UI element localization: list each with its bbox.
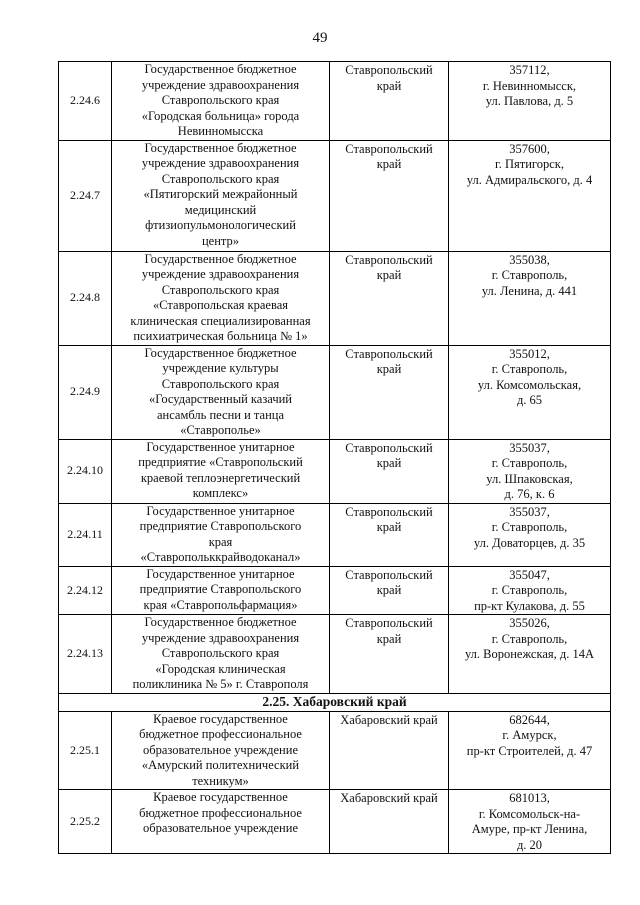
organization-name-cell — [112, 345, 330, 439]
address-line: 355037, — [509, 504, 550, 519]
address-line: ул. Комсомольская, — [477, 377, 582, 392]
region-name-line: край — [376, 520, 402, 534]
organization-name-line: Ставропольского края — [161, 376, 280, 391]
address-line: 681013, — [509, 791, 550, 805]
table-body — [59, 62, 611, 854]
region-name-line: край — [376, 583, 402, 597]
address-cell — [449, 711, 611, 790]
address-cell — [449, 62, 611, 141]
address-cell — [449, 503, 611, 566]
address-line: г. Комсомольск-на- — [478, 806, 581, 821]
organization-name-line: психиатрическая больница № 1» — [133, 329, 308, 343]
address-line: д. 76, к. 6 — [504, 487, 555, 501]
address-line: ул. Павлова, д. 5 — [485, 94, 574, 108]
region-name-line: Ставропольский — [345, 567, 433, 582]
organization-name-line: учреждение здравоохранения — [141, 156, 300, 170]
address-line: г. Ставрополь, — [491, 268, 568, 282]
organization-name-line: фтизиопульмонологический — [145, 218, 296, 232]
organization-name-line: «Амурский политехнический — [141, 758, 300, 772]
address-cell — [449, 439, 611, 503]
address-cell — [449, 566, 611, 615]
region-name-line: край — [376, 157, 402, 171]
section-row — [59, 693, 611, 711]
region-name-line: край — [376, 631, 402, 646]
region-name-line: край — [376, 78, 402, 93]
entry-number: 2.25.1 — [59, 711, 112, 790]
organization-name-line: Ставропольского края — [161, 93, 280, 107]
entry-number: 2.24.12 — [59, 566, 112, 615]
organization-name-cell — [112, 503, 330, 566]
address-line: д. 65 — [516, 393, 543, 407]
region-name-line: Хабаровский край — [340, 791, 438, 805]
address-cell — [449, 790, 611, 854]
organization-name-cell — [112, 790, 330, 854]
address-line: г. Ставрополь, — [491, 520, 568, 534]
address-line: 355047, — [509, 567, 550, 582]
organization-name-line: края «Ставропольфармация» — [143, 597, 298, 612]
address-line: ул. Ленина, д. 441 — [481, 283, 578, 298]
address-line: г. Амурск, — [502, 728, 557, 742]
table-row — [59, 503, 611, 566]
organization-name-line: ансамбль песни и танца — [156, 407, 284, 422]
organization-name-cell — [112, 140, 330, 251]
address-line: Амуре, пр-кт Ленина, — [471, 822, 588, 836]
organization-name-cell — [112, 251, 330, 345]
organization-name-line: «Городская клиническая — [155, 661, 286, 676]
region-name-line: Ставропольский — [345, 504, 433, 519]
organization-name-line: «Ставропольккрайводоканал» — [140, 550, 301, 564]
organization-name-line: Ставропольского края — [161, 282, 280, 297]
entry-number: 2.24.9 — [59, 345, 112, 439]
organization-name-line: «Ставрополье» — [180, 423, 261, 437]
region-name-cell — [330, 345, 449, 439]
region-name-line: Хабаровский край — [340, 712, 438, 727]
entry-number: 2.24.7 — [59, 140, 112, 251]
entry-number: 2.25.2 — [59, 790, 112, 854]
address-cell — [449, 140, 611, 251]
region-name-line: край — [376, 456, 402, 470]
organization-name-line: учреждение здравоохранения — [141, 267, 300, 281]
table-row — [59, 345, 611, 439]
entry-number: 2.24.11 — [59, 503, 112, 566]
address-cell — [449, 251, 611, 345]
region-name-cell — [330, 62, 449, 141]
organization-name-line: медицинский — [184, 202, 257, 217]
organization-name-line: предприятие «Ставропольский — [138, 455, 303, 469]
organization-name-line: бюджетное профессиональное — [139, 727, 302, 741]
region-name-line: Ставропольский — [345, 252, 433, 267]
address-line: ул. Воронежская, д. 14А — [464, 647, 595, 661]
organization-name-line: образовательное учреждение — [142, 742, 298, 757]
address-line: г. Пятигорск, — [495, 157, 564, 171]
address-line: ул. Шпаковская, — [486, 471, 573, 486]
organization-name-line: краевой теплоэнергетический — [140, 470, 301, 485]
address-line: 355038, — [509, 252, 550, 267]
address-line: г. Ставрополь, — [491, 583, 568, 597]
organization-name-line: Краевое государственное — [153, 790, 288, 804]
organization-name-line: учреждение здравоохранения — [141, 630, 300, 645]
region-name-cell — [330, 251, 449, 345]
organization-name-cell — [112, 62, 330, 141]
region-name-line: Ставропольский — [345, 346, 433, 361]
organization-name-line: центр» — [201, 233, 240, 248]
address-cell — [449, 345, 611, 439]
organization-name-line: Государственное бюджетное — [144, 615, 297, 629]
address-line: 682644, — [509, 712, 550, 727]
address-line: ул. Адмиральского, д. 4 — [466, 172, 593, 187]
address-line: 355026, — [509, 616, 550, 630]
organization-name-line: образовательное учреждение — [142, 821, 298, 835]
table-row — [59, 251, 611, 345]
address-line: г. Ставрополь, — [491, 362, 568, 376]
region-name-cell — [330, 790, 449, 854]
table-row — [59, 439, 611, 503]
address-cell — [449, 615, 611, 694]
organization-name-line: комплекс» — [192, 486, 249, 500]
organization-name-line: «Пятигорский межрайонный — [143, 187, 298, 201]
region-name-cell — [330, 711, 449, 790]
address-line: г. Невинномысск, — [482, 78, 577, 93]
region-name-line: Ставропольский — [345, 141, 433, 156]
organization-name-line: «Государственный казачий — [148, 392, 292, 406]
table-row — [59, 615, 611, 694]
address-line: 357600, — [509, 141, 550, 156]
address-line: г. Ставрополь, — [491, 631, 568, 646]
organization-name-line: Государственное бюджетное — [144, 251, 297, 266]
entry-number: 2.24.8 — [59, 251, 112, 345]
entry-number: 2.24.10 — [59, 439, 112, 503]
organization-name-line: Невинномысска — [177, 124, 264, 138]
organization-name-line: «Ставропольская краевая — [152, 298, 288, 312]
address-line: 357112, — [509, 63, 550, 77]
organization-name-line: учреждение культуры — [162, 361, 279, 375]
organization-name-line: предприятие Ставропольского — [139, 519, 302, 533]
organization-name-line: Государственное бюджетное — [144, 140, 297, 155]
organization-name-line: техникум» — [192, 773, 249, 788]
table-row — [59, 140, 611, 251]
organization-name-line: клиническая специализированная — [130, 313, 311, 328]
table-row — [59, 711, 611, 790]
organization-name-line: «Городская больница» города — [141, 108, 300, 123]
table-row — [59, 566, 611, 615]
organization-name-line: Государственное унитарное — [146, 439, 295, 454]
organization-name-line: края — [208, 534, 233, 549]
organization-name-line: предприятие Ставропольского — [139, 582, 302, 596]
address-line: пр-кт Строителей, д. 47 — [466, 743, 593, 758]
region-name-cell — [330, 566, 449, 615]
organization-name-cell — [112, 615, 330, 694]
page-number: 49 — [312, 30, 328, 46]
section-title: 2.25. Хабаровский край — [59, 693, 611, 711]
address-line: 355037, — [509, 440, 550, 455]
region-name-cell — [330, 615, 449, 694]
organization-name-line: Краевое государственное — [153, 711, 288, 726]
organization-name-line: Ставропольского края — [161, 646, 280, 660]
address-line: д. 20 — [516, 837, 543, 852]
address-line: ул. Доваторцев, д. 35 — [473, 535, 586, 550]
organization-name-line: учреждение здравоохранения — [141, 77, 300, 92]
organization-name-line: Государственное унитарное — [146, 503, 295, 518]
region-name-line: Ставропольский — [345, 63, 433, 77]
organization-name-line: Государственное бюджетное — [144, 345, 297, 360]
organization-name-line: бюджетное профессиональное — [139, 805, 302, 820]
address-line: 355012, — [509, 346, 550, 361]
address-line: пр-кт Кулакова, д. 55 — [474, 598, 585, 613]
region-name-line: Ставропольский — [345, 440, 433, 455]
region-name-line: край — [376, 268, 402, 282]
organization-name-cell — [112, 566, 330, 615]
organization-name-line: Государственное унитарное — [146, 566, 295, 581]
table-row — [59, 62, 611, 141]
organization-name-cell — [112, 711, 330, 790]
region-name-cell — [330, 140, 449, 251]
table-row — [59, 790, 611, 854]
region-name-cell — [330, 439, 449, 503]
region-name-cell — [330, 503, 449, 566]
organizations-table — [58, 61, 611, 854]
organization-name-line: поликлиника № 5» г. Ставрополя — [132, 677, 309, 691]
entry-number: 2.24.13 — [59, 615, 112, 694]
region-name-line: край — [376, 362, 402, 376]
address-line: г. Ставрополь, — [491, 456, 568, 470]
organization-name-line: Ставропольского края — [161, 171, 280, 186]
entry-number: 2.24.6 — [59, 62, 112, 141]
organization-name-line: Государственное бюджетное — [144, 62, 297, 76]
organization-name-cell — [112, 439, 330, 503]
region-name-line: Ставропольский — [345, 616, 433, 630]
